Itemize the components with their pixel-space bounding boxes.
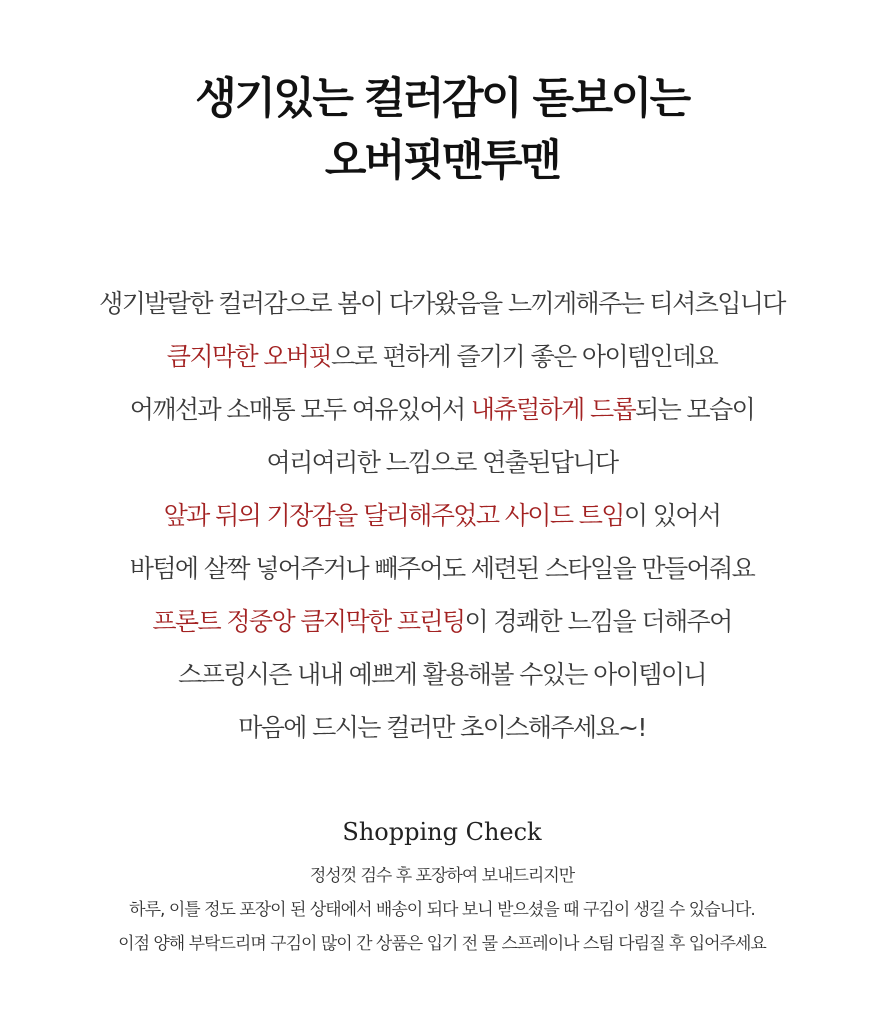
description-line — [0, 489, 884, 542]
description-text: 으로 편하게 즐기기 좋은 아이템인데요 — [331, 342, 718, 371]
description-line — [0, 542, 884, 595]
description-line — [0, 595, 884, 648]
headline-line-1: 생기있는 컬러감이 돋보이는 — [195, 74, 689, 124]
description-highlight: 프론트 정중앙 큼지막한 프린팅 — [152, 607, 465, 636]
description-text: 되는 모습이 — [635, 395, 755, 424]
headline-line-2: 오버핏맨투맨 — [324, 136, 560, 186]
description-text: 스프링시즌 내내 예쁘게 활용해볼 수있는 아이템이니 — [178, 660, 706, 689]
notice-line: 정성껏 검수 후 포장하여 보내드리지만 — [309, 866, 575, 886]
notice-line: 이점 양해 부탁드리며 구김이 많이 간 상품은 입기 전 물 스프레이나 스팀 다림질 후 입어주세요 — [118, 934, 766, 954]
description-highlight: 내츄럴하게 드롭 — [470, 395, 636, 424]
description-text: 여리여리한 느낌으로 연출된답니다 — [266, 448, 618, 477]
description-text: 바텀에 살짝 넣어주거나 빼주어도 세련된 스타일을 만들어줘요 — [129, 554, 755, 583]
product-headline — [0, 68, 884, 192]
description-text: 마음에 드시는 컬러만 초이스해주세요~! — [238, 713, 646, 742]
product-description — [0, 277, 884, 754]
description-text: 어깨선과 소매통 모두 여유있어서 — [129, 395, 471, 424]
description-text: 이 있어서 — [623, 501, 721, 530]
description-line — [0, 383, 884, 436]
description-text: 이 경쾌한 느낌을 더해주어 — [464, 607, 732, 636]
description-line — [0, 648, 884, 701]
notice-line: 하루, 이틀 정도 포장이 된 상태에서 배송이 되다 보니 받으셨을 때 구김이 생길 수 있습니다. — [129, 900, 755, 920]
description-line — [0, 277, 884, 330]
shopping-check-title: Shopping Check — [342, 818, 542, 846]
description-highlight: 앞과 뒤의 기장감을 달리해주었고 사이드 트임 — [163, 501, 624, 530]
description-line — [0, 330, 884, 383]
description-highlight: 큼지막한 오버핏 — [166, 342, 331, 371]
description-text: 생기발랄한 컬러감으로 봄이 다가왔음을 느끼게해주는 티셔츠입니다 — [99, 289, 785, 318]
description-line — [0, 701, 884, 754]
description-line — [0, 436, 884, 489]
shopping-check-notice — [0, 859, 884, 961]
